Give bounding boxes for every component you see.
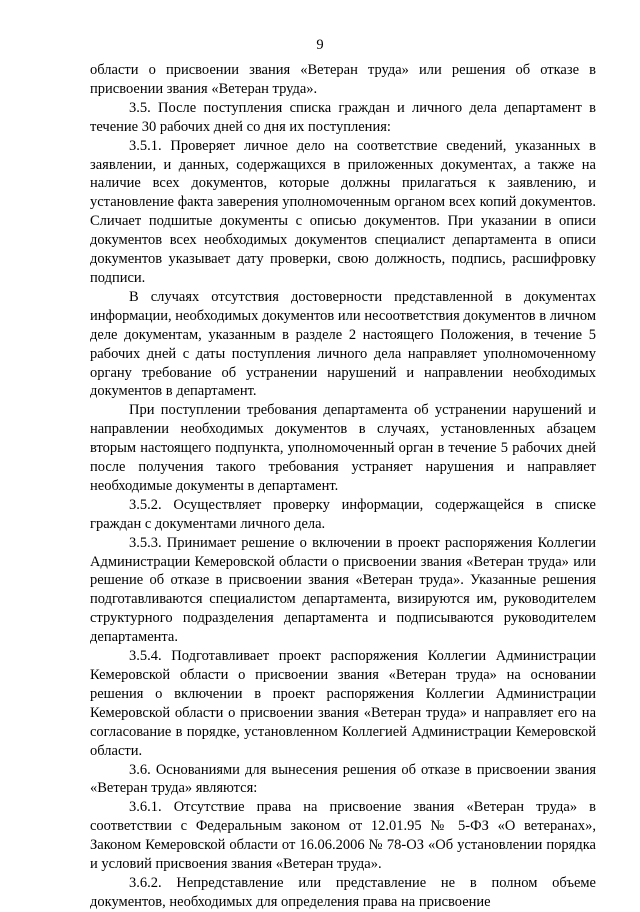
paragraph-3-5-3: 3.5.3. Принимает решение о включении в проект распоряжения Коллегии Администрации Кемеровской области о присвоении звания «Ветеран труда» или решение об отказе в присвоении звания «Ветеран труда». Указанные решения подготавливаются специалистом департамента, визируются им, руководителем структурного подразделения департамента и подписываются руководителем департамента. — [90, 534, 596, 646]
paragraph-3-5-1-requirement: При поступлении требования департамента об устранении нарушений и направлении необходимых документов в случаях, установленных абзацем вторым настоящего подпункта, уполномоченный орган в течение 5 рабочих дней после получения такого требования устраняет нарушения и направляет необходимые документы в департамент. — [90, 402, 596, 494]
paragraph-continuation: области о присвоении звания «Ветеран труда» или решения об отказе в присвоении звания «Ветеран труда». — [90, 62, 596, 97]
body-text — [90, 61, 596, 912]
paragraph-3-6-2: 3.6.2. Непредставление или представление не в полном объеме документов, необходимых для определения права на присвоение — [90, 874, 596, 910]
page-number: 9 — [316, 37, 324, 53]
paragraph-3-6: 3.6. Основаниями для вынесения решения об отказе в присвоении звания «Ветеран труда» являются: — [90, 761, 596, 797]
paragraph-3-5-1: 3.5.1. Проверяет личное дело на соответствие сведений, указанных в заявлении, и данных, содержащихся в приложенных документах, а также на наличие всех документов, которые должны прилагаться к заявлению, и установление факта заверения уполномоченным органом всех копий документов. Сличает подшитые документы с описью документов. При указании в описи документов всех необходимых документов специалист департамента в описи документов указывает дату проверки, свою должность, подпись, расшифровку подписи. — [90, 137, 596, 286]
paragraph-3-5-1-absence: В случаях отсутствия достоверности представленной в документах информации, необходимых документов или несоответствия документов в личном деле документам, указанным в разделе 2 настоящего Положения, в течение 5 рабочих дней с даты поступления личного дела направляет уполномоченному органу требование об устранении нарушений и направлении необходимых документов в департамент. — [90, 288, 596, 400]
paragraph-3-5-4: 3.5.4. Подготавливает проект распоряжения Коллегии Администрации Кемеровской области о присвоении звания «Ветеран труда» на основании решения о включении в проект распоряжения Коллегии Администрации Кемеровской области о присвоении звания «Ветеран труда» и направляет его на согласование в порядке, установленном Коллегией Администрации Кемеровской области. — [90, 648, 596, 759]
paragraph-3-5: 3.5. После поступления списка граждан и личного дела департамент в течение 30 рабочих дней со дня их поступления: — [90, 99, 596, 135]
paragraph-3-6-1: 3.6.1. Отсутствие права на присвоение звания «Ветеран труда» в соответствии с Федеральным законом от 12.01.95 № 5-ФЗ «О ветеранах», Законом Кемеровской области от 16.06.2006 № 78-ОЗ «Об установлении порядка и условий присвоения звания «Ветеран труда». — [90, 799, 596, 873]
paragraph-3-5-2: 3.5.2. Осуществляет проверку информации, содержащейся в списке граждан с документами личного дела. — [90, 496, 596, 532]
